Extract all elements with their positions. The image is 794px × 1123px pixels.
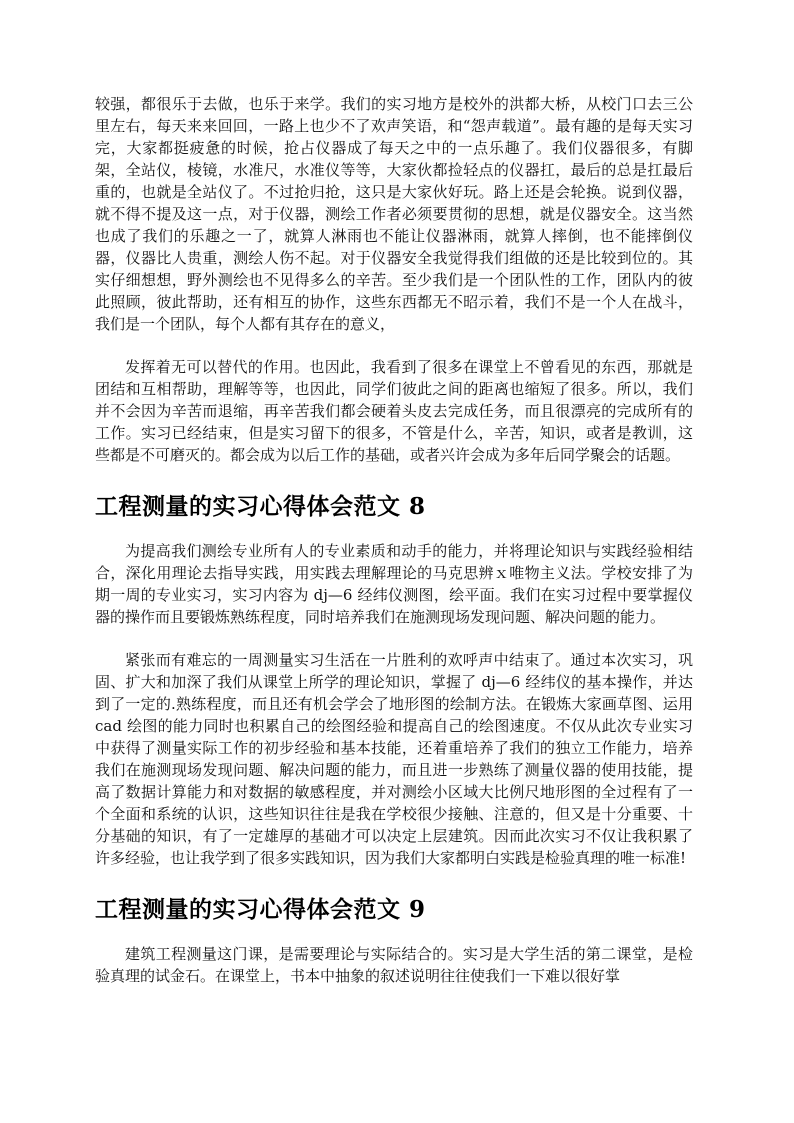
paragraph-gap	[95, 335, 693, 356]
heading-gap	[95, 926, 693, 943]
heading-gap	[95, 523, 693, 540]
paragraph-intro-9: 建筑工程测量这门课，是需要理论与实际结合的。实习是大学生活的第二课堂，是检验真理的试金石。在课堂上，书本中抽象的叙述说明往往使我们一下难以很好掌	[95, 945, 693, 985]
document-page	[95, 93, 693, 987]
paragraph-continuation: 较强，都很乐于去做，也乐于来学。我们的实习地方是校外的洪都大桥，从校门口去三公里左右，每天来来回回，一路上也少不了欢声笑语，和“怨声载道”。最有趣的是每天实习完，大家都挺疲惫的时候，抢占仪器成了每天之中的一点乐趣了。我们仪器很多，有脚架，全站仪，棱镜，水准尺，水准仪等等，大家伙都捡轻点的仪器扛，最后的总是扛最后重的，也就是全站仪了。不过抢归抢，这只是大家伙好玩。路上还是会轮换。说到仪器，就不得不提及这一点，对于仪器，测绘工作者必须要贯彻的思想，就是仪器安全。这当然也成了我们的乐趣之一了，就算人淋雨也不能让仪器淋雨，就算人摔倒，也不能摔倒仪器，仪器比人贵重，测绘人伤不起。对于仪器安全我觉得我们组做的还是比较到位的。其实仔细想想，野外测绘也不见得多么的辛苦。至少我们是一个团队性的工作，团队内的彼此照顾，彼此帮助，还有相互的协作，这些东西都无不昭示着，我们不是一个人在战斗，我们是一个团队，每个人都有其存在的意义，	[95, 95, 693, 333]
heading-gap	[95, 869, 693, 894]
paragraph-body-8: 紧张而有难忘的一周测量实习生活在一片胜利的欢呼声中结束了。通过本次实习，巩固、扩大和加深了我们从课堂上所学的理论知识，掌握了 dj—6 经纬仪的基本操作，并达到了一定的.熟练程度，而且还有机会学会了地形图的绘制方法。在锻炼大家画草图、运用 cad 绘图的能力同时也积累自己的绘图经验和提高自己的绘图速度。不仅从此次专业实习中获得了测量实际工作的初步经验和基本技能，还着重培养了我们的独立工作能力，培养我们在施测现场发现问题、解决问题的能力，而且进一步熟练了测量仪器的使用技能，提高了数据计算能力和对数据的敏感程度，并对测绘小区域大比例尺地形图的全过程有了一个全面和系统的认识，这些知识往往是我在学校很少接触、注意的，但又是十分重要、十分基础的知识，有了一定雄厚的基础才可以决定上层建筑。因而此次实习不仅让我积累了许多经验，也让我学到了很多实践知识，因为我们大家都明白实践是检验真理的唯一标准!	[95, 651, 693, 867]
section-heading-9: 工程测量的实习心得体会范文 9	[95, 896, 426, 923]
paragraph-intro-8: 为提高我们测绘专业所有人的专业素质和动手的能力，并将理论知识与实践经验相结合，深化用理论去指导实践，用实践去理解理论的马克思辨ｘ唯物主义法。学校安排了为期一周的专业实习，实习内容为 dj—6 经纬仪测图，绘平面。我们在实习过程中要掌握仪器的操作而且要锻炼熟练程度，同时培养我们在施测现场发现问题、解决问题的能力。	[95, 542, 693, 626]
paragraph-gap	[95, 628, 693, 649]
heading-gap	[95, 466, 693, 491]
section-heading-8: 工程测量的实习心得体会范文 8	[95, 493, 426, 520]
paragraph-closing: 发挥着无可以替代的作用。也因此，我看到了很多在课堂上不曾看见的东西，那就是团结和互相帮助，理解等等，也因此，同学们彼此之间的距离也缩短了很多。所以，我们并不会因为辛苦而退缩，再辛苦我们都会硬着头皮去完成任务，而且很漂亮的完成所有的工作。实习已经结束，但是实习留下的很多，不管是什么，辛苦，知识，或者是教训，这些都是不可磨灭的。都会成为以后工作的基础，或者兴许会成为多年后同学聚会的话题。	[95, 358, 693, 464]
